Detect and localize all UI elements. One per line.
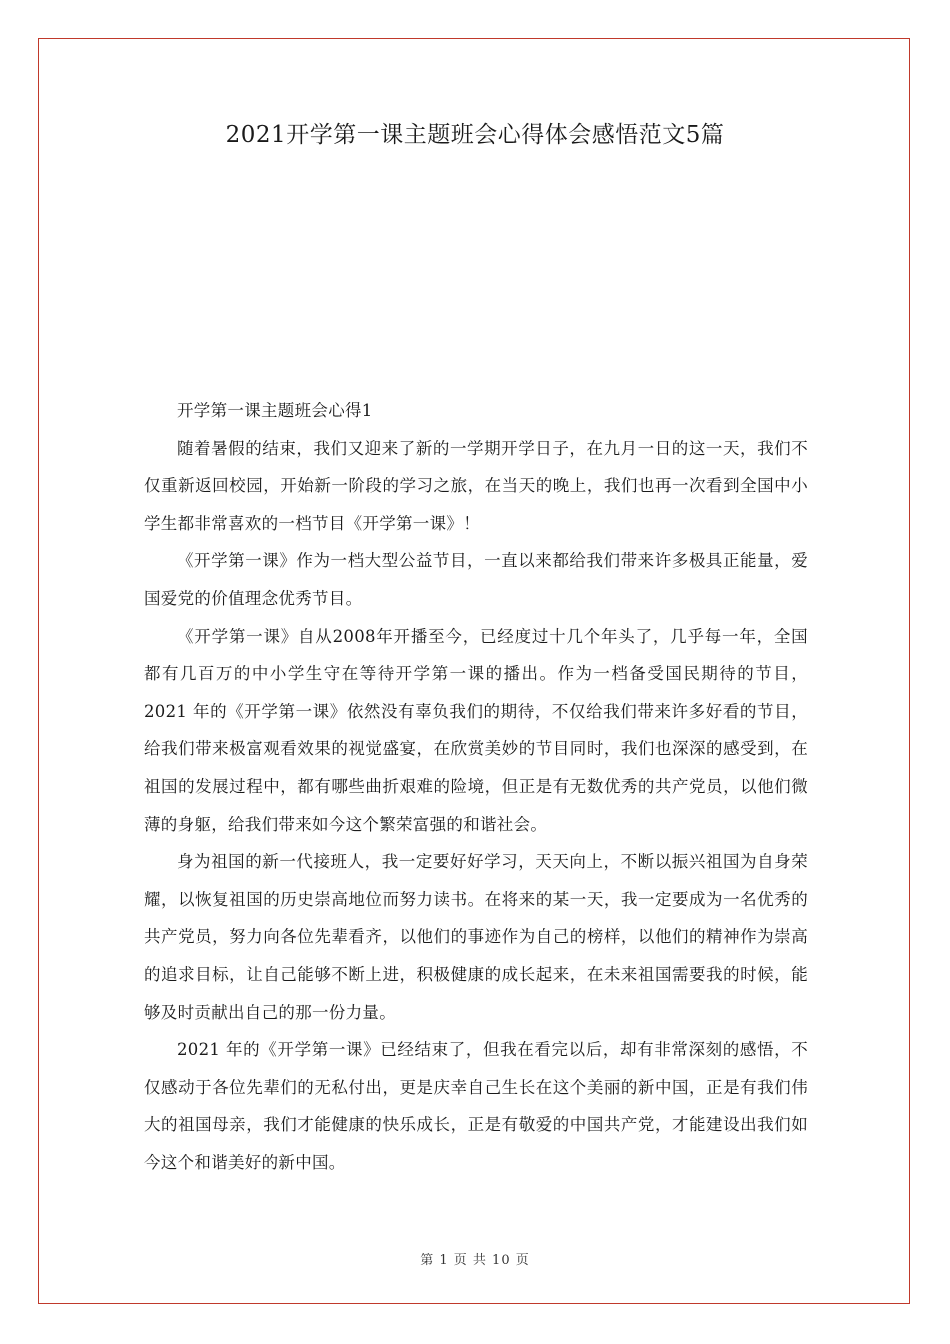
paragraph-1: 随着暑假的结束，我们又迎来了新的一学期开学日子，在九月一日的这一天，我们不仅重新返回校园，开始新一阶段的学习之旅，在当天的晚上，我们也再一次看到全国中小学生都非常喜欢的一档节目《开学第一课》！: [144, 438, 808, 533]
paragraph-3: 《开学第一课》自从2008年开播至今，已经度过十几个年头了，几乎每一年，全国都有几百万的中小学生守在等待开学第一课的播出。作为一档备受国民期待的节目，2021 年的《开学第一课》依然没有辜负我们的期待，不仅给我们带来许多好看的节目，给我们带来极富观看效果的视觉盛宴，在欣赏美妙的节目同时，我们也深深的感受到，在祖国的发展过程中，都有哪些曲折艰难的险境，但正是有无数优秀的共产党员，以他们微薄的身躯，给我们带来如今这个繁荣富强的和谐社会。: [144, 626, 808, 834]
document-title: 2021开学第一课主题班会心得体会感悟范文5篇: [225, 122, 725, 148]
paragraph-2: 《开学第一课》作为一档大型公益节目，一直以来都给我们带来许多极具正能量，爱国爱党的价值理念优秀节目。: [144, 551, 808, 608]
section-heading: 开学第一课主题班会心得1: [177, 401, 373, 420]
page-footer: 第 1 页 共 10 页: [420, 1253, 530, 1268]
document-body: [144, 392, 808, 1181]
paragraph-5: 2021 年的《开学第一课》已经结束了，但我在看完以后，却有非常深刻的感悟，不仅感动于各位先辈们的无私付出，更是庆幸自己生长在这个美丽的新中国，正是有我们伟大的祖国母亲，我们才能健康的快乐成长，正是有敬爱的中国共产党，才能建设出我们如今这个和谐美好的新中国。: [144, 1040, 808, 1172]
paragraph-4: 身为祖国的新一代接班人，我一定要好好学习，天天向上，不断以振兴祖国为自身荣耀，以恢复祖国的历史崇高地位而努力读书。在将来的某一天，我一定要成为一名优秀的共产党员，努力向各位先辈看齐，以他们的事迹作为自己的榜样，以他们的精神作为崇高的追求目标，让自己能够不断上进，积极健康的成长起来，在未来祖国需要我的时候，能够及时贡献出自己的那一份力量。: [144, 852, 808, 1022]
